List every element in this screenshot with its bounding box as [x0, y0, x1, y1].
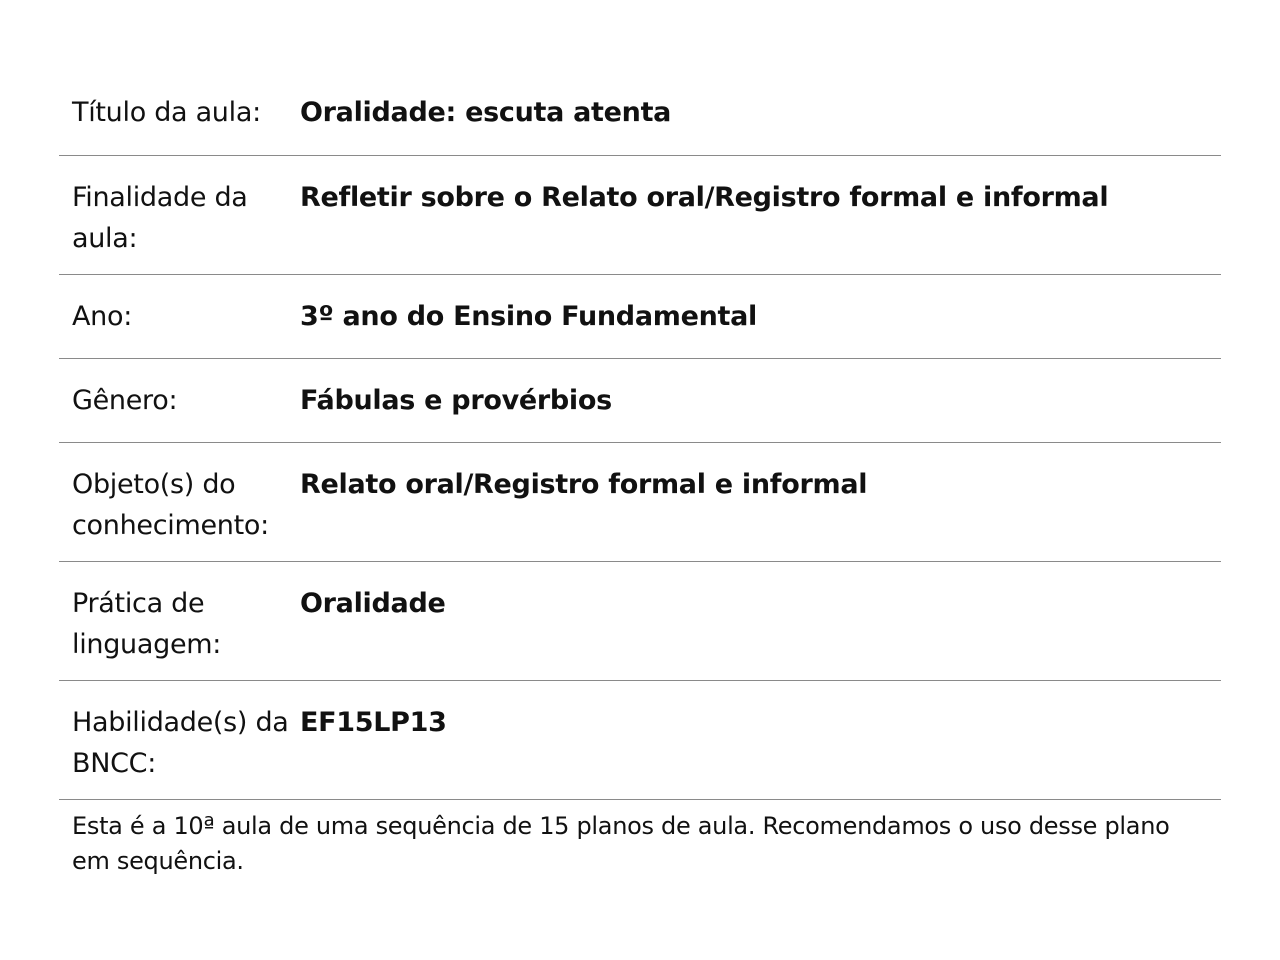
lesson-title-label: Título da aula: [72, 97, 261, 128]
row-genre [59, 359, 1221, 443]
lesson-purpose-value: Refletir sobre o Relato oral/Registro formal e informal [300, 182, 1109, 213]
language-practice-label: Prática de linguagem: [72, 588, 222, 660]
row-lesson-title [59, 72, 1221, 156]
row-language-practice [59, 562, 1221, 681]
row-bncc-skills [59, 681, 1221, 800]
bncc-skills-value: EF15LP13 [300, 707, 447, 738]
knowledge-object-value: Relato oral/Registro formal e informal [300, 469, 868, 500]
school-year-value: 3º ano do Ensino Fundamental [300, 301, 757, 332]
lesson-purpose-label: Finalidade da aula: [72, 182, 248, 254]
language-practice-value: Oralidade [300, 588, 446, 619]
school-year-label: Ano: [72, 301, 132, 332]
row-lesson-purpose [59, 156, 1221, 275]
row-knowledge-object [59, 443, 1221, 562]
sequence-note: Esta é a 10ª aula de uma sequência de 15 planos de aula. Recomendamos o uso desse plano em sequência. [72, 812, 1170, 875]
knowledge-object-label: Objeto(s) do conhecimento: [72, 469, 269, 541]
bncc-skills-label: Habilidade(s) da BNCC: [72, 707, 289, 779]
row-school-year [59, 275, 1221, 359]
lesson-plan-table [59, 72, 1221, 879]
lesson-title-value: Oralidade: escuta atenta [300, 97, 672, 128]
genre-value: Fábulas e provérbios [300, 385, 612, 416]
genre-label: Gênero: [72, 385, 178, 416]
